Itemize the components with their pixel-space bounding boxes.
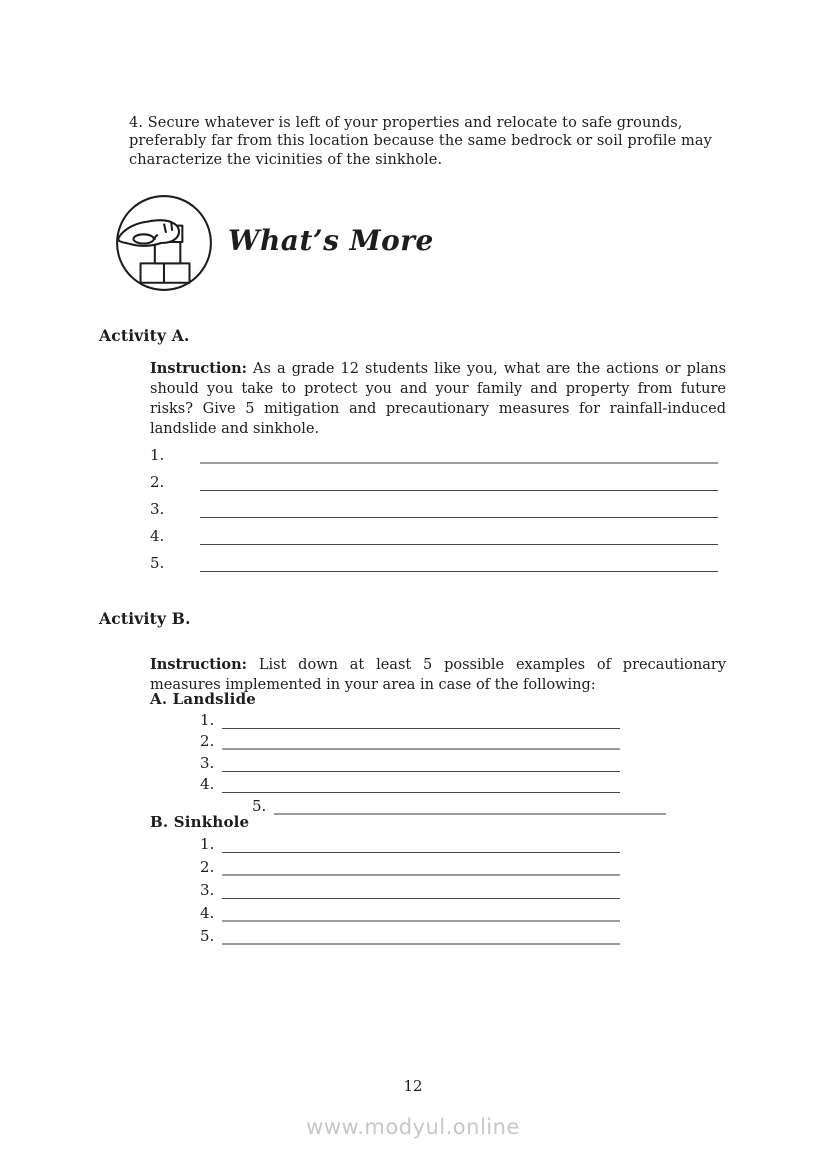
intro-paragraph: 4. Secure whatever is left of your properties and relocate to safe grounds, preferably far from this location because the same bedrock or soil profile may characterize the vicinities of the sinkhole. <box>129 114 712 168</box>
answer-blank-row <box>200 772 666 794</box>
answer-blank-row <box>200 876 620 899</box>
sinkhole-label: B. Sinkhole <box>150 813 250 831</box>
page-number: 12 <box>403 1077 423 1095</box>
answer-blank-row <box>150 491 718 518</box>
activity-b-instruction <box>150 655 726 695</box>
answer-blank-row <box>200 729 666 751</box>
answer-blank-line <box>222 775 620 793</box>
blank-number: 2. <box>150 473 165 491</box>
answer-blank-row <box>150 545 718 572</box>
blank-number: 1. <box>150 446 165 464</box>
activity-b-heading: Activity B. <box>99 609 191 628</box>
answer-blank-line <box>200 524 718 545</box>
answer-blank-line <box>222 926 620 945</box>
activity-a-instruction <box>150 359 726 439</box>
answer-blank-line <box>274 796 666 815</box>
instruction-label: Instruction: <box>150 655 247 673</box>
section-title: What’s More <box>228 224 434 257</box>
activity-a-heading: Activity A. <box>99 326 190 345</box>
blank-number: 2. <box>200 858 215 876</box>
answer-blank-line <box>222 754 620 772</box>
blank-number: 1. <box>200 710 215 729</box>
answer-blank-line <box>222 881 620 899</box>
blank-number: 5. <box>252 796 267 815</box>
answer-blank-row <box>150 518 718 545</box>
answer-blank-row <box>252 793 666 815</box>
answer-blank-row <box>150 464 718 491</box>
site-watermark: www.modyul.online <box>306 1115 520 1139</box>
blank-number: 3. <box>150 500 165 518</box>
blank-number: 2. <box>200 732 215 750</box>
answer-blank-row <box>200 830 620 853</box>
answer-blank-line <box>222 835 620 853</box>
blank-number: 3. <box>200 881 215 899</box>
landslide-label: A. Landslide <box>150 690 257 708</box>
answer-blank-row <box>200 899 620 922</box>
answer-blank-row <box>200 922 620 945</box>
answer-blank-row <box>200 853 620 876</box>
blank-number: 4. <box>150 527 165 545</box>
blank-number: 4. <box>200 904 215 922</box>
answer-blank-line <box>222 857 620 876</box>
blank-number: 5. <box>200 927 215 945</box>
landslide-blank-list <box>200 707 666 815</box>
answer-blank-line <box>222 903 620 922</box>
blank-number: 3. <box>200 753 215 772</box>
instruction-text: List down at least 5 possible examples of precautionary measures implemented in your area in case of the following: <box>150 656 727 693</box>
instruction-text: As a grade 12 students like you, what are the actions or plans should you take to protect you and your family and property from future risks? Give 5 mitigation and precautionary measures for rainfall-induced landslide and sinkhole. <box>150 360 727 437</box>
blank-number: 1. <box>200 835 215 853</box>
answer-blank-line <box>222 711 620 729</box>
answer-blank-line <box>200 551 718 572</box>
answer-blank-line <box>200 497 718 518</box>
blank-number: 5. <box>150 554 165 572</box>
answer-blank-line <box>200 470 718 491</box>
answer-blank-row <box>200 707 666 729</box>
blank-number: 4. <box>200 775 215 793</box>
instruction-label: Instruction: <box>150 359 247 377</box>
answer-blank-row <box>200 750 666 772</box>
answer-blank-line <box>222 731 620 750</box>
hand-stacking-blocks-icon <box>113 192 215 294</box>
answer-blank-row <box>150 437 718 464</box>
activity-a-blank-list <box>150 437 718 572</box>
sinkhole-blank-list <box>200 830 620 945</box>
answer-blank-line <box>200 442 718 464</box>
